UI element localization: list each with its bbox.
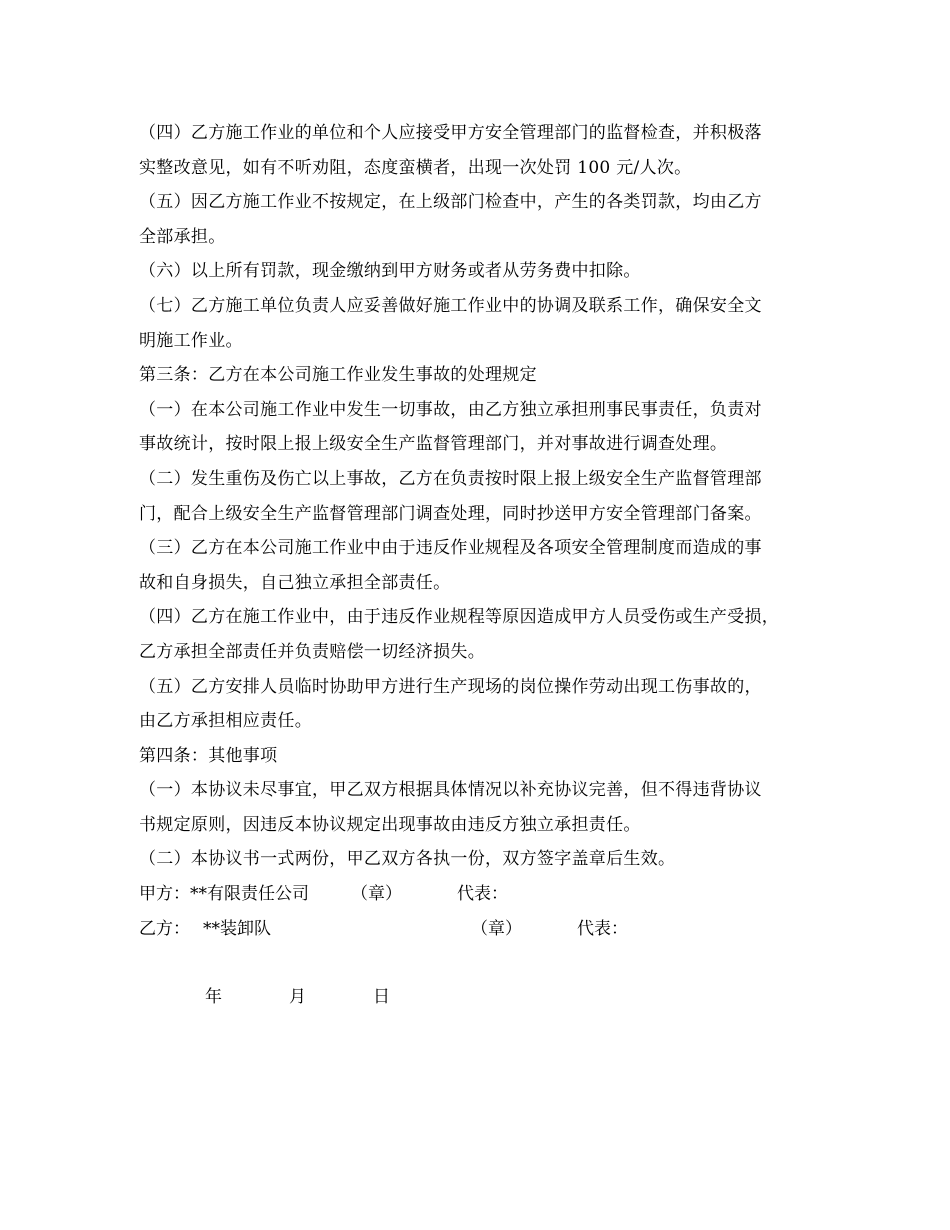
party-a-label: 甲方：**有限责任公司 xyxy=(139,884,309,905)
text-line: 事故统计，按时限上报上级安全生产监督管理部门，并对事故进行调查处理。 xyxy=(139,434,728,455)
date-month: 月 xyxy=(289,987,306,1008)
text-line: （五）因乙方施工作业不按规定，在上级部门检查中，产生的各类罚款，均由乙方 xyxy=(139,192,762,213)
party-b-label: 乙方： xyxy=(139,918,190,939)
text-line: （三）乙方在本公司施工作业中由于违反作业规程及各项安全管理制度而造成的事 xyxy=(139,538,762,559)
article-heading: 第三条：乙方在本公司施工作业发生事故的处理规定 xyxy=(139,365,537,386)
text-line: 乙方承担全部责任并负责赔偿一切经济损失。 xyxy=(139,641,485,662)
text-line: 故和自身损失，自己独立承担全部责任。 xyxy=(139,572,451,593)
date-line xyxy=(139,980,829,1015)
text-line: 由乙方承担相应责任。 xyxy=(139,711,312,732)
text-line: 书规定原则，因违反本协议规定出现事故由违反方独立承担责任。 xyxy=(139,814,641,835)
text-line: （四）乙方在施工作业中，由于违反作业规程等原因造成甲方人员受伤或生产受损， xyxy=(139,607,780,628)
party-b-name: **装卸队 xyxy=(203,918,271,939)
text-line: 实整改意见，如有不听劝阻，态度蛮横者，出现一次处罚 100 元/人次。 xyxy=(139,157,692,178)
party-a-representative: 代表： xyxy=(457,884,508,905)
text-line: 明施工作业。 xyxy=(139,330,243,351)
text-line: （一）本协议未尽事宜，甲乙双方根据具体情况以补充协议完善，但不得违背协议 xyxy=(139,780,762,801)
text-line: （六）以上所有罚款，现金缴纳到甲方财务或者从劳务费中扣除。 xyxy=(139,261,641,282)
text-line: 门，配合上级安全生产监督管理部门调查处理，同时抄送甲方安全管理部门备案。 xyxy=(139,503,762,524)
text-line: （二）发生重伤及伤亡以上事故，乙方在负责按时限上报上级安全生产监督管理部 xyxy=(139,468,762,489)
text-line: （七）乙方施工单位负责人应妥善做好施工作业中的协调及联系工作，确保安全文 xyxy=(139,295,762,316)
document-page xyxy=(139,116,829,1015)
text-line: 全部承担。 xyxy=(139,226,226,247)
party-b-signature-row xyxy=(139,912,829,947)
text-line: （一）在本公司施工作业中发生一切事故，由乙方独立承担刑事民事责任，负责对 xyxy=(139,399,762,420)
text-line: （四）乙方施工作业的单位和个人应接受甲方安全管理部门的监督检查，并积极落 xyxy=(139,123,762,143)
party-a-signature-row xyxy=(139,877,829,912)
text-line: （二）本协议书一式两份，甲乙双方各执一份，双方签字盖章后生效。 xyxy=(139,849,676,870)
party-a-seal: （章） xyxy=(351,884,402,905)
party-b-representative: 代表： xyxy=(577,918,628,939)
text-line: （五）乙方安排人员临时协助甲方进行生产现场的岗位操作劳动出现工伤事故的， xyxy=(139,676,762,697)
date-day: 日 xyxy=(373,987,390,1008)
article-heading: 第四条：其他事项 xyxy=(139,745,278,766)
party-b-seal: （章） xyxy=(471,918,522,939)
date-year: 年 xyxy=(205,987,222,1008)
